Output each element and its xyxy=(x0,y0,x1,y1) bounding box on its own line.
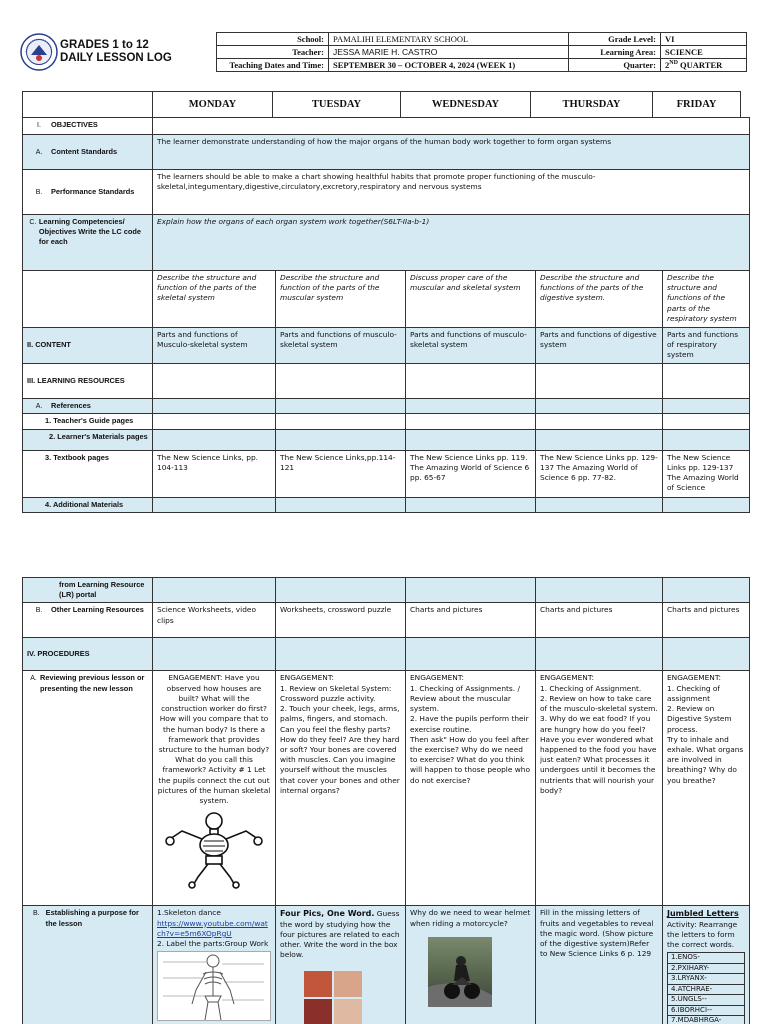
competencies-label: C. Learning Competencies/ Objectives Write the LC code for each xyxy=(23,215,153,271)
objective-friday: Describe the structure and functions of the parts of the respiratory system xyxy=(663,271,750,328)
school-label: School: xyxy=(217,33,329,46)
learning-area-label: Learning Area: xyxy=(569,46,661,59)
content-wednesday: Parts and functions of musculo-skeletal system xyxy=(406,328,536,364)
lr-portal-label: from Learning Resource (LR) portal xyxy=(23,578,153,603)
purpose-tuesday: Four Pics, One Word. Guess the word by studying how the four pictures are related to each other. Write the word in the box below. xyxy=(276,906,406,1024)
procedures-label: IV. PROCEDURES xyxy=(23,638,153,671)
performance-standards-text: The learners should be able to make a chart showing healthful habits that promote proper functioning of the musculo-skeletal,integumentary,digestive,circulatory,excretory,respiratory and nervous systems xyxy=(153,170,750,215)
document-title xyxy=(60,39,172,65)
day-monday: MONDAY xyxy=(153,92,273,118)
review-tuesday: ENGAGEMENT: 1. Review on Skeletal System: Crossword puzzle activity. 2. Touch your cheek, legs, arms, palms, fingers, and stomach. Can you feel the fleshy parts? How do they feel? Are they hard or soft? Your bones are covered with muscles. Can you imagine yourself without the muscles that cover your bones and other internal organs? xyxy=(276,671,406,906)
jumbled-item: 1.ENOS- xyxy=(668,953,744,963)
jumbled-letters-list xyxy=(667,952,745,1024)
title-line-1: GRADES 1 to 12 xyxy=(60,39,149,51)
other-wednesday: Charts and pictures xyxy=(406,603,536,638)
day-friday: FRIDAY xyxy=(653,92,741,118)
objective-wednesday: Discuss proper care of the muscular and skeletal system xyxy=(406,271,536,328)
days-corner xyxy=(23,92,153,118)
day-thursday: THURSDAY xyxy=(531,92,653,118)
deped-seal xyxy=(20,33,58,71)
content-friday: Parts and functions of respiratory system xyxy=(663,328,750,364)
reviewing-lesson-label: A. Reviewing previous lesson or presenting the new lesson xyxy=(23,671,153,906)
quarter-value: 2ND QUARTER xyxy=(661,59,747,72)
school-value: PAMALIHI ELEMENTARY SCHOOL xyxy=(329,33,569,46)
teacher-label: Teacher: xyxy=(217,46,329,59)
motorcycle-photo xyxy=(428,937,492,1007)
references-label: A. References xyxy=(23,398,153,414)
purpose-wednesday: Why do we need to wear helmet when riding a motorcycle? xyxy=(406,906,536,1024)
objective-thursday: Describe the structure and functions of the parts of the digestive system. xyxy=(536,271,663,328)
lesson-table-page-1 xyxy=(22,117,750,513)
lesson-table-page-2 xyxy=(22,577,750,1024)
textbook-thursday: The New Science Links pp. 129-137 The Amazing World of Science 6 pp. 77-82. xyxy=(536,450,663,497)
competencies-text: Explain how the organs of each organ system work together(S6LT-IIa-b-1) xyxy=(153,215,750,271)
dates-value: SEPTEMBER 30 – OCTOBER 4, 2024 (WEEK 1) xyxy=(329,59,569,72)
content-tuesday: Parts and functions of musculo-skeletal system xyxy=(276,328,406,364)
other-monday: Science Worksheets, video clips xyxy=(153,603,276,638)
additional-materials-label: 4. Additional Materials xyxy=(23,497,153,512)
objectives-empty xyxy=(153,118,750,135)
textbook-friday: The New Science Links pp. 129-137 The Amazing World of Science xyxy=(663,450,750,497)
jumbled-item: 6.IBORHCI-- xyxy=(668,1006,744,1016)
day-tuesday: TUESDAY xyxy=(273,92,401,118)
learning-area-value: SCIENCE xyxy=(661,46,747,59)
learning-resources-label: III. LEARNING RESOURCES xyxy=(23,363,153,398)
label-skeleton-diagram xyxy=(157,951,271,1021)
other-friday: Charts and pictures xyxy=(663,603,750,638)
textbook-wednesday: The New Science Links pp. 119. The Amazing World of Science 6 pp. 65-67 xyxy=(406,450,536,497)
purpose-monday: 1.Skeleton dance https://www.youtube.com/watch?v=e5m6XOpRgU 2. Label the parts:Group Work xyxy=(153,906,276,1024)
dates-label: Teaching Dates and Time: xyxy=(217,59,329,72)
skeleton-dance-link[interactable]: https://www.youtube.com/watch?v=e5m6XOpRgU xyxy=(157,918,268,938)
review-monday: ENGAGEMENT: Have you observed how houses are built? What will the construction worker do first? How will you compare that to the human body? Is there a framework that provides structure to the human body? What do you call this framework? Activity # 1 Let the pupils connect the cut out pictures of the human skeletal system. xyxy=(153,671,276,906)
days-header xyxy=(22,91,741,118)
performance-standards-label: B. Performance Standards xyxy=(23,170,153,215)
jumbled-item: 3.LRYANX- xyxy=(668,974,744,984)
purpose-label: B. Establishing a purpose for the lesson xyxy=(23,906,153,1024)
textbook-tuesday: The New Science Links,pp.114-121 xyxy=(276,450,406,497)
content-standards-text: The learner demonstrate understanding of how the major organs of the human body work together to form organ systems xyxy=(153,135,750,170)
jumbled-item: 4.ATCHRAE- xyxy=(668,985,744,995)
purpose-thursday: Fill in the missing letters of fruits and vegetables to reveal the magic word. (Show picture of the digestive system)Refer to New Science Links 6 p. 129 xyxy=(536,906,663,1024)
grade-label: Grade Level: xyxy=(569,33,661,46)
daily-objectives-label xyxy=(23,271,153,328)
objective-tuesday: Describe the structure and function of the parts of the muscular system xyxy=(276,271,406,328)
four-pics-images xyxy=(304,971,362,1024)
jumbled-item: 7.MDABHRGA- xyxy=(668,1016,744,1024)
purpose-friday: Jumbled Letters Activity: Rearrange the letters to form the correct words. 1.ENOS- 2.PXIHARY- 3.LRYANX- 4.ATCHRAE- 5.UNGLS-- 6.IBORHCI-- 7.MDABHRGA- xyxy=(663,906,750,1024)
review-thursday: ENGAGEMENT: 1. Checking of Assignment. 2. Review on how to take care of the musculo-skeletal system. 3. Why do we eat food? If you are hungry how do you feel? Have you ever wondered what happened to the food you have just eaten? What processes it undergoes until it becomes the nutrients that will nourish your body? xyxy=(536,671,663,906)
content-monday: Parts and functions of Musculo-skeletal system xyxy=(153,328,276,364)
teacher-value: JESSA MARIE H. CASTRO xyxy=(329,46,569,59)
content-thursday: Parts and functions of digestive system xyxy=(536,328,663,364)
header-info-table xyxy=(216,32,747,72)
learners-materials-label: 2. Learner's Materials pages xyxy=(23,429,153,450)
quarter-label: Quarter: xyxy=(569,59,661,72)
other-resources-label: B. Other Learning Resources xyxy=(23,603,153,638)
jumbled-item: 5.UNGLS-- xyxy=(668,995,744,1005)
teachers-guide-label: 1. Teacher's Guide pages xyxy=(23,414,153,429)
objective-monday: Describe the structure and function of the parts of the skeletal system xyxy=(153,271,276,328)
title-line-2: DAILY LESSON LOG xyxy=(60,52,172,64)
review-friday: ENGAGEMENT: 1. Checking of assignment 2. Review on Digestive System process. Try to inhale and exhale. What organs are involved in breathing? Why do you breathe? xyxy=(663,671,750,906)
other-thursday: Charts and pictures xyxy=(536,603,663,638)
grade-value: VI xyxy=(661,33,747,46)
day-wednesday: WEDNESDAY xyxy=(401,92,531,118)
content-label: II. CONTENT xyxy=(23,328,153,364)
skeleton-cutout-picture xyxy=(157,809,271,892)
review-wednesday: ENGAGEMENT: 1. Checking of Assignments. / Review about the muscular system. 2. Have the pupils perform their exercise routine. Then ask" How do you feel after the exercise? Why do we need to exercise? What do you think will happen to those people who do not exercise? xyxy=(406,671,536,906)
content-standards-label: A. Content Standards xyxy=(23,135,153,170)
jumbled-item: 2.PXIHARY- xyxy=(668,964,744,974)
textbook-pages-label: 3. Textbook pages xyxy=(23,450,153,497)
other-tuesday: Worksheets, crossword puzzle xyxy=(276,603,406,638)
objectives-label: I. OBJECTIVES xyxy=(23,118,153,135)
textbook-monday: The New Science Links, pp. 104-113 xyxy=(153,450,276,497)
